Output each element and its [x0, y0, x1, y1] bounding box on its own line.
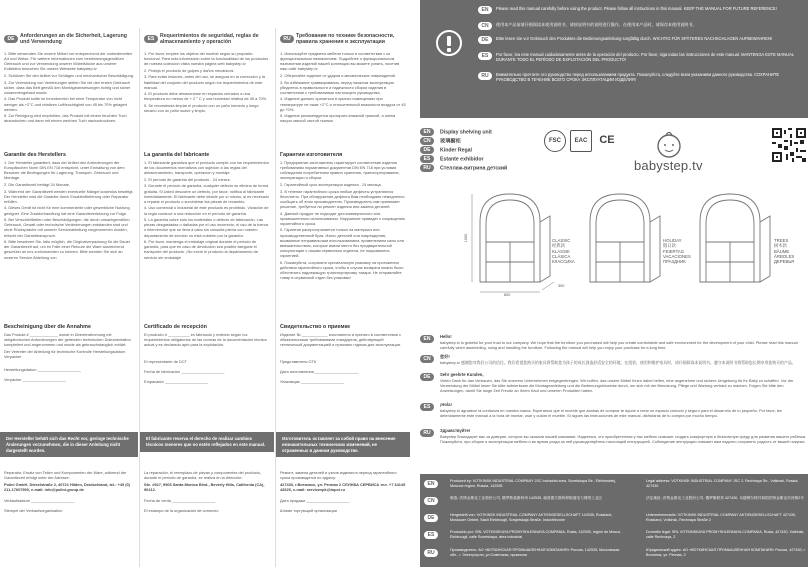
ru-service-section — [280, 470, 406, 518]
warning-row — [478, 22, 804, 27]
section-title: Anforderungen an die Sicherheit, Lagerung und Verwendung — [20, 32, 127, 45]
signature-line: Fecha de venta ____________________ — [144, 498, 216, 504]
lang-badge: CN — [478, 22, 492, 30]
lang-badge: ES — [420, 155, 434, 163]
de-service-section — [4, 470, 134, 518]
brand-name: babystep.tv — [634, 158, 703, 173]
signature-line: Штамп торгующей организации — [280, 508, 337, 514]
paragraph: 3. В течение гарантийного срока любые дефекты устраняются бесплатно. При обнаружении дефекта Вам необходимо немедленно сообщить об этом производителю. Производитель сам принимает решение, требуется ли ремонт изделия или замена деталей. — [280, 188, 405, 210]
paragraph: 2. Proteja el producto de golpes y daños mecánicos. — [144, 67, 235, 73]
signature-line: Verpacker ____________________ — [4, 377, 66, 383]
paragraph: Der Vertreter der Abteilung für technische Kontrolle Herstellungsdatum Verpacker — [4, 348, 126, 360]
product-names — [420, 128, 507, 173]
paragraph: Reparatur, Ersatz von Teilen und Komponenten der Ware, während der Garantiezeit erfolgt unter der Adresse: — [4, 470, 127, 481]
paragraph: 4. Das Produkt sollte im Innenbereich bei einer Temperatur von nicht weniger als +2°C und relativen Luftfeuchtigkeit von 45 bis 70% gelagert werden. — [4, 96, 127, 112]
height-label: 1000 — [464, 233, 469, 243]
warning-text: 使用本产品前请仔细阅读本使用说明书，请按说明书的说明进行操作。在使用本产品时，请保存本使用说明书。 — [496, 22, 697, 27]
lang-badge: EN — [478, 6, 492, 14]
paragraph: 6. Por favor, mantenga el embalaje original durante el período de garantía, para que en caso de devolución sea posible asegurar el transporte del producto. ¡No envíe el producto al departamento de servicio sin embalaje! — [144, 239, 258, 260]
es-warranty-section — [144, 152, 270, 261]
greeting-heading: ¡Hola! — [440, 402, 452, 407]
warning-banner — [420, 0, 808, 118]
paragraph: 5. La garantía cubre solo los materiales o defecto de fabricación. Las piezas desgastadas o dañadas por el uso incorrecto, el uso de la fuerza o intervención que se lleva a cabo sin consulta previa con nuestro departamento de servicio no está cubierto por la garantía. — [144, 217, 268, 238]
paragraph: 2. Die Garantiezeit beträgt 24 Monate. — [4, 182, 70, 188]
lang-badge: EN — [420, 128, 434, 136]
signature-line: Herstellungsdatum ____________________ — [4, 367, 81, 373]
legal-address: Unternehmenssitz: VOTKINSK INDUSTRIAL COMPANY AKTIENGESELLSCHAFT 427430, Russland, Votkinsk, Rechnaya Straße 2 — [646, 513, 797, 522]
warning-row — [478, 6, 804, 11]
es-acceptance-section — [144, 324, 270, 389]
lang-badge: RU — [478, 72, 492, 80]
paragraph: 2. El período de garantía del producto - 24 meses. — [144, 176, 231, 182]
paragraph: 5. Изделие рекомендуется протирать влажной тряпкой, а затем насухо мягкой чистой тканью. — [280, 113, 396, 124]
de-acceptance-section — [4, 324, 134, 387]
product-name: Estante exhibidor — [440, 156, 484, 163]
product-name: 玻璃橱柜 — [440, 138, 461, 145]
signature-line: Fecha de fabricación ____________________ — [144, 369, 225, 375]
greeting-row — [420, 402, 808, 418]
paragraph: 4. Данный продукт не подходит для коммерческого или промышленного использования. Нарушение приведет к сокращению гарантийного срока. — [280, 210, 405, 226]
ru-warranty-section — [280, 152, 406, 282]
signature-line: Упаковщик ____________________ — [280, 379, 344, 385]
greeting-text: Babystep благодарит вас за доверие, которое вы оказали нашей компании. Надеемся, что приобретенная у нас мебель поможет создать комфортную и безопасную среду для развития вашего ребенка. Пожалуйста, при сборке и эксплуатации мебели и во время ухода за ней руководствуйтесь настоящей инструкцией. Соблюдение инструкции поможет вам надолго сохранить радость от вашей покупки. — [440, 433, 807, 444]
legal-address: Юридический адрес: АО «ВОТКИНСКАЯ ПРОМЫШЛЕННАЯ КОМПАНИЯ» Россия, 427430, г. Воткинск, ул. Речная, 2 — [646, 548, 806, 557]
lang-badge: EN — [424, 480, 438, 488]
ru-notice-box: Изготовитель оставляет за собой право на внесение незначительных технических изменений, не отраженных в данном руководстве. — [276, 432, 410, 457]
lang-badge: RU — [424, 549, 438, 557]
service-address: Ste. #927, 9903 Santa Monica Blvd., Beverly Hills, California (CA), 90212. — [144, 481, 265, 492]
paragraph: 4. El producto debe almacenarse en espacios cerrados a una temperatura no menos de + 2 ° C y una humedad relativa de 45 a 70%. — [144, 91, 268, 102]
paragraph: 5. Zur Reinigung wird empfohlen, das Produkt mit einem feuchten Tuch abzuwischen und dann mit einem weichen Tuch nachzutrocknen. — [4, 113, 127, 124]
section-title: Bescheinigung über die Annahme — [4, 324, 91, 330]
variant-label-holiday: HOLIDAY 假日款 FEIERTAG VACACIONES ПРАЗДНИК — [663, 238, 691, 265]
paragraph: 5. Гарантия распространяется только на материал или производственный брак. Износ деталей или повреждения, вызванные неправильным использованием, применением силы или вмешательством, которые имели место без предварительной консультации с нашим сервисным отделом, не покрываются гарантией. — [280, 227, 404, 259]
manufacturer-footer — [420, 474, 808, 567]
paragraph: 2. Schützen Sie den Artikel vor Schlägen und mechanischer Beschädigung. — [4, 73, 134, 79]
paragraph: 6. Пожалуйста, сохраните оригинальную упаковку на протяжении действия гарантийного срока, чтобы в случае возврата можно было обеспечить надлежащую транспортировку товара. Не отправляйте товар в сервисный отдел без упаковки! — [280, 259, 404, 281]
warning-icon — [436, 30, 462, 56]
paragraph: Das Produkt # _____________ wurde in Übereinstimmung mit obligatorischen Anforderungen der geltenden technischen Dokumentation kompletiert und angenommen und wurde als gebrauchstauglich erklärt. — [4, 332, 131, 348]
section-title: Requerimientos de seguridad, reglas de almacenamiento y operación — [160, 32, 259, 45]
warning-row — [478, 36, 804, 41]
qr-code-icon — [772, 128, 806, 162]
paragraph: 1. Используйте предметы мебели только в соответствии с их функциональным назначением. Подробнее о функциональном назначении изделий нашей коллекции вы можете узнать, посетив наш сайт babystep.tv — [280, 51, 400, 72]
service-address: Polini GmbH, Dieselstraße 2, 40721 Hilden, Deutschland, tel.: +49 (0) 211-17607990, e-mail: info@polini-group.de — [4, 481, 130, 492]
lang-badge: RU — [420, 429, 434, 437]
signature-line: Verkaufsdatum ____________________ — [4, 498, 75, 504]
producer-address: Hergestellt von: VOTKINSK INDUSTRIAL COMPANY AKTIENGESELLSCHAFT 142535, Russland, Moskauer Gebiet, Stadt Elektrougli, Sowjetskaja Straße, Industriezone — [450, 513, 613, 522]
paragraph: 3. Zur Vermeidung von Verletzungen stellen Sie nie den ersten Gebrauch sicher, dass das Bett gemäß den Montageanweisungen richtig und sicher zusammengebaut wurde. — [4, 79, 131, 95]
ru-safety-paragraphs — [280, 51, 406, 124]
signature-line: Дата продажи ____________________ — [280, 498, 350, 504]
variant-label-classic: CLASSIC 经典款 KLASSIK CLÁSICA КЛАССИКА — [552, 238, 575, 265]
lang-badge: ES — [144, 35, 158, 43]
product-name: Kinder Regal — [440, 147, 472, 154]
paragraph: El producto # __________ es fabricado y recibido según los requerimientos obligatorios de las normas de la documentación técnica actual y es declarado apto para la explotación. — [144, 332, 267, 348]
section-title: Garantie des Herstellers — [4, 152, 67, 158]
es-safety-paragraphs — [144, 51, 270, 113]
greeting-heading: Здравствуйте! — [440, 428, 471, 433]
lang-badge: DE — [420, 373, 434, 381]
paragraph: 3. Во избежание травмирования, перед началом эксплуатации убедитесь в правильности и надежности сборки изделия в соответствии с требованиями настоящего руководства. — [280, 79, 394, 95]
greeting-text: babystep.tv 感谢您对我们公司的信任。我们希望您购买的家具将帮助您为孩子的成长创造舒适安全的环境。在组装、使用和维护家具时，请仔细阅读本说明书。遵守本说明书将帮助您长期享用您购买的产品。 — [440, 359, 796, 365]
de-safety-paragraphs — [4, 51, 134, 124]
paragraph: Ремонт, замена деталей и узлов изделия в период гарантийного срока производится по адресу: — [280, 470, 397, 481]
paragraph: Изделие № ____________ изготовлено и принято в соответствии с обязательными требованиями стандартов, действующей технической документацией и признано годным для эксплуатации. — [280, 332, 402, 348]
paragraph: La reparación, el reemplazo de piezas y componentes del producto, durante el período de garantía, se realiza en la dirección: — [144, 470, 262, 481]
shelving-unit-classic — [480, 194, 550, 282]
shelving-illustrations — [460, 182, 800, 302]
greeting-text: babystep.tv is grateful for your trust to our company. We hope that the furniture you purchased will help you create comfortable and safe environment for the development of your child. Please read this manual carefully when assembling, using and handling the furniture. Following the manual will help you enjoy your purchase for a long time. — [440, 339, 798, 350]
column-de — [0, 0, 138, 567]
greeting-heading: Hello! — [440, 334, 452, 339]
de-notice-box: Der Hersteller behält sich das Recht vor, geringe technische Änderungen vorzunehmen, die in dieser Anleitung nicht dargestellt wurden. — [0, 432, 138, 457]
paragraph: 1. Bitte verwenden Sie unsere Möbel nur entsprechend der vorbestimmten Art und Weise. Für weitere Informationen zum bestimmungsgemäßen Gebrauch und zur Verwendung unserer Möbelstücke aus unserer Kollektion besuchen Sie unsere Webseite babystep.tv — [4, 51, 133, 72]
right-panel — [420, 0, 808, 567]
signature-line: El estampo de la organización de comercio — [144, 508, 219, 514]
width-label: 800 — [504, 293, 511, 297]
paragraph: 2. Оберегайте изделие от ударов и механических повреждений. — [280, 73, 396, 79]
column-es — [140, 0, 274, 567]
signature-line: Дата изготовления ____________________ — [280, 369, 359, 375]
lang-badge: ES — [420, 403, 434, 411]
paragraph: 1. Por favor, emplee los objetos del mueble según su propósito funcional. Para más información sobre la funcionalidad de los productos de nuestra colección visita nuestra página web babystep.tv — [144, 51, 269, 67]
product-name: Стеллаж-витрина детский — [440, 165, 508, 172]
lang-badge: CN — [420, 355, 434, 363]
lang-badge: DE — [424, 514, 438, 522]
greeting-heading: 您好! — [440, 354, 450, 359]
service-address: 427430, г.Воткинск, ул. Речная 2 СЛУЖБА СЕРВИСА тел. +7 34145 43625, e-mail: servicevpk@topol.ru — [280, 481, 406, 492]
warning-text: Please read this manual carefully before using the product. Please follow all instructions in this manual. KEEP THE MANUAL FOR FUTURE REFERENCE! — [496, 6, 777, 11]
ce-cert-icon: CE — [599, 134, 615, 146]
lang-badge: DE — [478, 36, 492, 44]
warning-row — [478, 72, 804, 83]
lang-badge: CN — [420, 137, 434, 145]
legal-address: Legal address: VOTKINSK INDUSTRIAL COMPANY JSC 2, Rechnaya Str., Votkinsk, Russia, 427430 — [646, 479, 799, 488]
lang-badge: ES — [478, 52, 492, 60]
de-safety-section — [4, 30, 134, 125]
depth-dimension-line — [542, 282, 554, 290]
warning-text: Внимательно прочтите это руководство перед использованием продукта. Пожалуйста, следуйте всем указаниям данного руководства. СОХРАНИТЕ РУКОВОДСТВО В ТЕЧЕНИЕ ВСЕГО СРОКА ЭКСПЛУАТАЦИИ ИЗДЕЛИЯ! — [496, 72, 780, 83]
signature-line: Empacador ____________________ — [144, 379, 209, 385]
greeting-text: Vielen Dank für das Vertrauen, das Sie unserem Unternehmen entgegenbringen. Wir hoffen, das unsere Möbel Ihnen dabei helfen, eine angenehme und sichere Umgebung für Ihr Baby zu schaffen. Vor der Verwendung der Möbel lesen Sie bitte aufmerksam die Montageanleitung und die Bedienungshinweise durch, um sich mit der Benutzung, Pflege und Wartung vertraut zu machen. Folgen Sie bitte den Anweisungen, damit Sie lange Zeit Freude an Ihrem Kauf und unseren Produkten haben. — [440, 377, 794, 393]
greeting-row — [420, 334, 808, 350]
greeting-text: babystep.tv agradece la confianza en nuestra marca. Esperamos que el mueble que acabas de comprar te ayude a crear un espacio cómodo y seguro para el desarrollo de tu pequeño. Por favor, lee detenidamente este manual a la hora de montar, usar y cuidar el mueble. Si sigues las instrucciones de este manual, disfrutarás de tu compra por mucho tiempo. — [440, 407, 782, 418]
paragraph: 4. Dieses Gerät ist nicht für eine kommerzielle oder gewerbliche Nutzung geeignet. Eine Zuwiderhandlung hat eine Garantieverletzung zur Folge. — [4, 205, 130, 216]
es-notice-box: El fabricante reserva el derecho de realizar cambios técnicos menores que no estén reflejados en este manual. — [140, 432, 274, 452]
greeting-row — [420, 428, 808, 444]
paragraph: 3. Während der Garantiezeit werden eventuelle Mängel kostenlos beseitigt. Der Hersteller wird die Garantie durch Ersatzteillieferung oder Reparatur erfüllen. — [4, 188, 134, 204]
section-title: Гарантии изготовителя — [280, 152, 343, 158]
lang-badge: RU — [420, 164, 434, 172]
product-name-row — [420, 164, 507, 173]
baby-face-icon — [644, 130, 694, 158]
es-service-section — [144, 470, 270, 518]
section-title: Certificado de recepción — [144, 324, 207, 330]
shelving-unit-trees — [700, 194, 770, 282]
paragraph: 1. Предприятие-изготовитель гарантирует соответствие изделия требованиям нормативных документов DIN EN 716 при условии соблюдения потребителем правил хранения, транспортирования, эксплуатации и сборки. — [280, 160, 400, 181]
variant-label-trees: TREES 树木款 BÄUME ÁRBOLES ДЕРЕВЬЯ — [774, 238, 795, 265]
producer-address: Производитель: АО «ВОТКИНСКАЯ ПРОМЫШЛЕННАЯ КОМПАНИЯ» Россия, 142535, Московская обл., г. Электроугли, ул.Советская, промзона — [450, 548, 620, 557]
product-name-row — [420, 128, 507, 137]
paragraph: 5. Se recomienda limpiar el producto con un paño húmedo y luego secarlo con un paño suave y limpio. — [144, 102, 259, 114]
warning-text: Bitte lesen Sie vor Gebrauch des Produktes die Bedienungsanleitung sorgfältig durch. WICHTIG FÜR SPÄTERES NACHSCHLAGEN AUFBEWAHREN! — [496, 36, 773, 41]
legal-address: Domicilio legal: SRL VOTKINSKAYA PROMYSHLENNAYA COMPANIA, Rusia, 427430, Votkinsk, calle Rechnaya, 2 — [646, 530, 805, 539]
section-title: Свидетельство о приемке — [280, 324, 351, 330]
lang-badge: EN — [420, 335, 434, 343]
eac-cert-icon: EAC — [570, 130, 592, 152]
paragraph: 5. Bei Verschleißteilen oder Beschädigungen, die durch unsachgemäßen Gebrauch, Gewalt oder technische Veränderungen entstanden sind und ohne Rücksprache mit unserer Serviceabteilung vorgenommen wurden, erlischt der Garantieanspruch. — [4, 217, 130, 238]
product-name: Display shelving unit — [440, 129, 492, 136]
lang-badge: DE — [4, 35, 18, 43]
paragraph: 3. Durante el período de garantía, cualquier defecto se elimina de forma gratuita. Si Usted descubre un defecto, por favor, notifica al fabricante inmediatamente. El fabricante debe decidir por sí mismo, si es necesario a reparar el producto o suministrar las piezas de recambio. — [144, 183, 270, 204]
lang-badge: CN — [424, 497, 438, 505]
section-title: La garantía del fabricante — [144, 152, 210, 158]
paragraph: 1. El fabricante garantiza que el producto cumple con los requerimientos de los documentos normativos con sujeción a las reglas del almacenamiento, transporte, operación y montaje. — [144, 160, 269, 176]
fsc-cert-icon: FSC — [544, 130, 566, 152]
paragraph: 4. Изделие должно храниться в крытых помещениях при температуре не ниже +2°С и относительной влажности воздуха от 45 до 70%. — [280, 96, 406, 112]
greeting-heading: Sehr geehrte Kunden, — [440, 372, 484, 377]
lang-badge: DE — [420, 146, 434, 154]
ru-safety-section — [280, 30, 406, 125]
signature-line: Stempel der Verkaufsorganisation — [4, 508, 63, 514]
producer-address: Producido por: SRL VOTKINSKAYA PROMYSHLENNAYA COMPANIA, Rusia, 142535, región de Moscú, Elektrougli, calle Sovetskaya, área industrial — [450, 530, 622, 539]
warning-row — [478, 52, 804, 63]
section-title: Требования по технике безопасности, правила хранения и эксплуатации — [296, 32, 395, 45]
depth-label: 300 — [558, 284, 565, 288]
lang-badge: ES — [424, 531, 438, 539]
greeting-row — [420, 372, 808, 393]
de-warranty-section — [4, 152, 134, 261]
product-name-row — [420, 137, 507, 146]
signature-line: El representante de DCT — [144, 359, 188, 365]
column-ru — [276, 0, 410, 567]
brand-logo — [634, 130, 724, 174]
ru-acceptance-section — [280, 324, 406, 389]
paragraph: 3. Para evitar lesiones, antes del uso, se asegura en la corrección y la fiabilidad del conjunto del producto según los requerimientos de este manual. — [144, 74, 265, 90]
legal-address: 法定地址: 沃特金斯克工业股份公司, 俄罗斯联邦 427430, 乌德穆尔特共和国沃特金斯克市河街2号 — [646, 496, 804, 500]
paragraph: 4. Uso comercial o industrial de este producto es prohibido. Violación de la regla conduce a una reducción en el período de garantía. — [144, 205, 269, 216]
paragraph: 2. Гарантийный срок эксплуатации изделия - 24 месяца. — [280, 182, 382, 188]
warning-text: Por favor, lea este manual cuidadosamente antes de la operación del producto. Por favor, siga todas las instrucciones de este manual. MANTENGA ESTE MANUAL DURANTE TODO EL PERÍODO DE EXPLOTACIÓN DEL PRODUCTO! — [496, 52, 794, 63]
paragraph: 6. Bitte bewahren Sie, falls möglich, die Originalverpackung für die Dauer der Garantiezeit auf, um im Falle einer Retoure die Ware ausreichend geschützt an uns zurücksenden zu können. Bitte wenden Sie sich an unseren Service Abteilung von — [4, 239, 131, 260]
shelving-unit-holiday — [590, 194, 660, 282]
es-safety-section — [144, 30, 270, 115]
lang-badge: RU — [280, 35, 294, 43]
signature-line: Представитель ОТК — [280, 359, 317, 365]
producer-address: Produced by: VOTKINSK INDUSTRIAL COMPANY JSC Industrial area, Sovetskaya Str., Elektrosetej, Moscow region, Russia, 142535 — [450, 479, 616, 488]
paragraph: 1. Der Hersteller garantiert, dass der Artikel den Anforderungen der Europäischen Norm DIN EN 716 entspricht, unter Einhaltung von dem Benutzer die Bedingungen für Lagerung, Transport, Gebrauch und Montage. — [4, 160, 125, 181]
product-name-row — [420, 155, 507, 164]
producer-address: 制造: 沃特金斯克工业股份公司, 俄罗斯莫斯科州 142535, 谢普霍夫斯科耶街道电力网络工业区 — [450, 496, 603, 500]
greeting-row — [420, 354, 808, 365]
product-name-row — [420, 146, 507, 155]
